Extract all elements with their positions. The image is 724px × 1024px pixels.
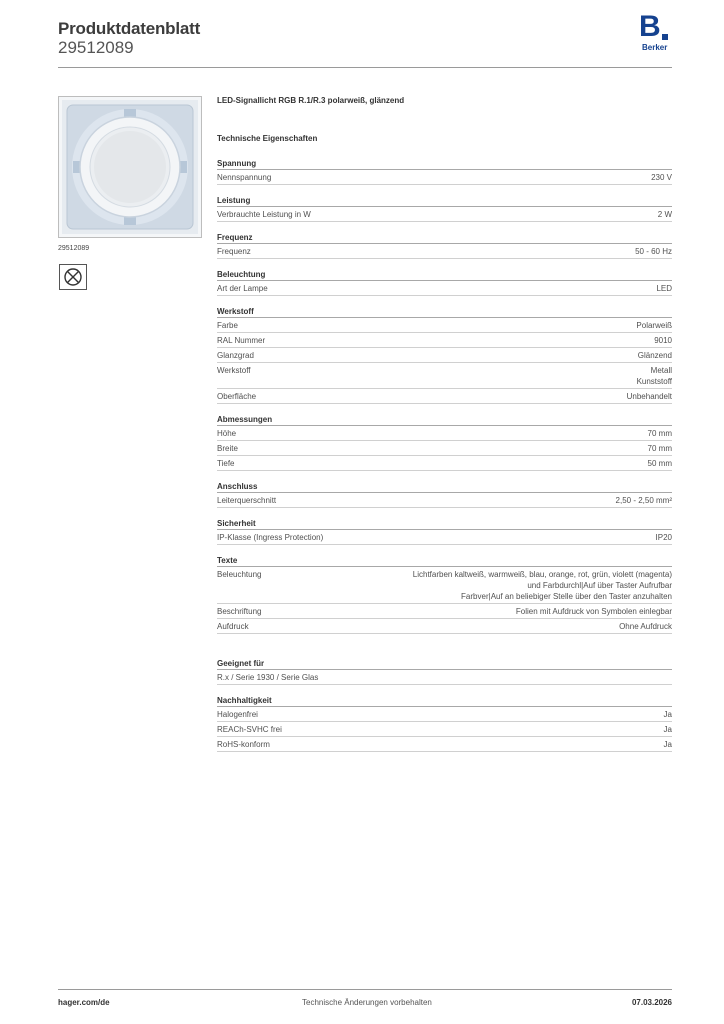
property-label: Oberfläche [217,392,257,401]
technical-data [217,96,672,752]
group-werkstoff [217,306,672,404]
logo-dot [662,34,668,40]
property-value: LED [656,284,672,293]
property-label: RoHS-konform [217,740,270,749]
group-sicherheit [217,518,672,545]
lamp-symbol-icon [59,264,87,290]
property-value: Ja [663,725,672,734]
property-value: 70 mm [647,429,672,438]
table-row [217,456,672,471]
group-texte [217,555,672,634]
property-value: 50 mm [647,459,672,468]
group-frequenz [217,232,672,259]
product-title: LED-Signallicht RGB R.1/R.3 polarweiß, glänzend [217,96,405,105]
logo-word: Berker [642,43,668,52]
table-row [217,670,672,685]
property-value: IP20 [655,533,672,542]
table-row [217,281,672,296]
property-label: Art der Lampe [217,284,268,293]
property-label: Beschriftung [217,607,262,616]
table-row [217,348,672,363]
section-heading: Technische Eigenschaften [217,134,318,143]
property-value: 50 - 60 Hz [635,247,672,256]
group-title: Texte [217,555,672,567]
table-row [217,207,672,222]
table-row [217,389,672,404]
group-title: Sicherheit [217,518,672,530]
table-row [217,567,672,604]
footer-date: 07.03.2026 [631,998,672,1007]
group-anschluss [217,481,672,508]
group-title: Frequenz [217,232,672,244]
property-value: Unbehandelt [626,392,672,401]
table-row [217,441,672,456]
group-title: Leistung [217,195,672,207]
property-label: REACh-SVHC frei [217,725,282,734]
property-label: Breite [217,444,238,453]
property-label: Höhe [217,429,237,438]
table-row [217,707,672,722]
table-row [217,722,672,737]
property-label: Farbe [217,321,238,330]
group-title: Beleuchtung [217,269,672,281]
property-label: Werkstoff [217,366,251,375]
group-nachhaltigkeit [217,695,672,752]
property-label: Beleuchtung [217,570,262,579]
logo-letter: B [639,10,661,43]
footer-divider [58,989,672,990]
table-row [217,363,672,389]
property-label: Tiefe [217,459,235,468]
property-label: Leiterquerschnitt [217,496,277,505]
document-title: Produktdatenblatt [58,19,201,38]
group-title: Werkstoff [217,306,672,318]
property-value: Lichtfarben kaltweiß, warmweiß, blau, orange, rot, grün, violett (magenta) und Farbdurchl|Auf über Taster Aufrufbar Farbver|Auf an beliebiger Stelle über den Taster anzuhalten [412,570,672,601]
property-value: 70 mm [647,444,672,453]
property-value: Ja [663,710,672,719]
group-title: Abmessungen [217,414,672,426]
property-value: 2 W [657,210,672,219]
property-label: Verbrauchte Leistung in W [217,210,311,219]
property-value: Polarweiß [636,321,672,330]
group-title: Geeignet für [217,658,672,670]
group-abmessungen [217,414,672,471]
property-label: Glanzgrad [217,351,254,360]
footer-disclaimer: Technische Änderungen vorbehalten [302,998,432,1007]
document-number: 29512089 [58,38,134,57]
group-title: Nachhaltigkeit [217,695,672,707]
property-label: IP-Klasse (Ingress Protection) [217,533,324,542]
berker-logo [637,10,677,56]
table-row [217,530,672,545]
table-row [217,493,672,508]
property-value: Glänzend [637,351,672,360]
property-label: Frequenz [217,247,251,256]
property-value: Ja [663,740,672,749]
group-spannung [217,158,672,185]
property-value: 9010 [654,336,672,345]
article-number: 29512089 [58,245,90,252]
property-label: R.x / Serie 1930 / Serie Glas [217,673,319,682]
group-title: Spannung [217,158,672,170]
product-image [58,96,202,238]
table-row [217,244,672,259]
group-geeignet [217,658,672,685]
table-row [217,170,672,185]
property-value: Metall Kunststoff [636,366,672,386]
header-divider [58,67,672,68]
group-leistung [217,195,672,222]
property-label: Halogenfrei [217,710,258,719]
property-label: RAL Nummer [217,336,266,345]
property-value: Ohne Aufdruck [619,622,672,631]
property-value: 2,50 - 2,50 mm² [615,496,672,505]
property-value: 230 V [651,173,672,182]
group-title: Anschluss [217,481,672,493]
property-label: Nennspannung [217,173,272,182]
table-row [217,333,672,348]
table-row [217,737,672,752]
property-value: Folien mit Aufdruck von Symbolen einlegbar [515,607,672,616]
property-label: Aufdruck [217,622,249,631]
group-beleuchtung [217,269,672,296]
table-row [217,318,672,333]
table-row [217,426,672,441]
table-row [217,619,672,634]
footer-website-link[interactable]: hager.com/de [58,998,110,1007]
table-row [217,604,672,619]
